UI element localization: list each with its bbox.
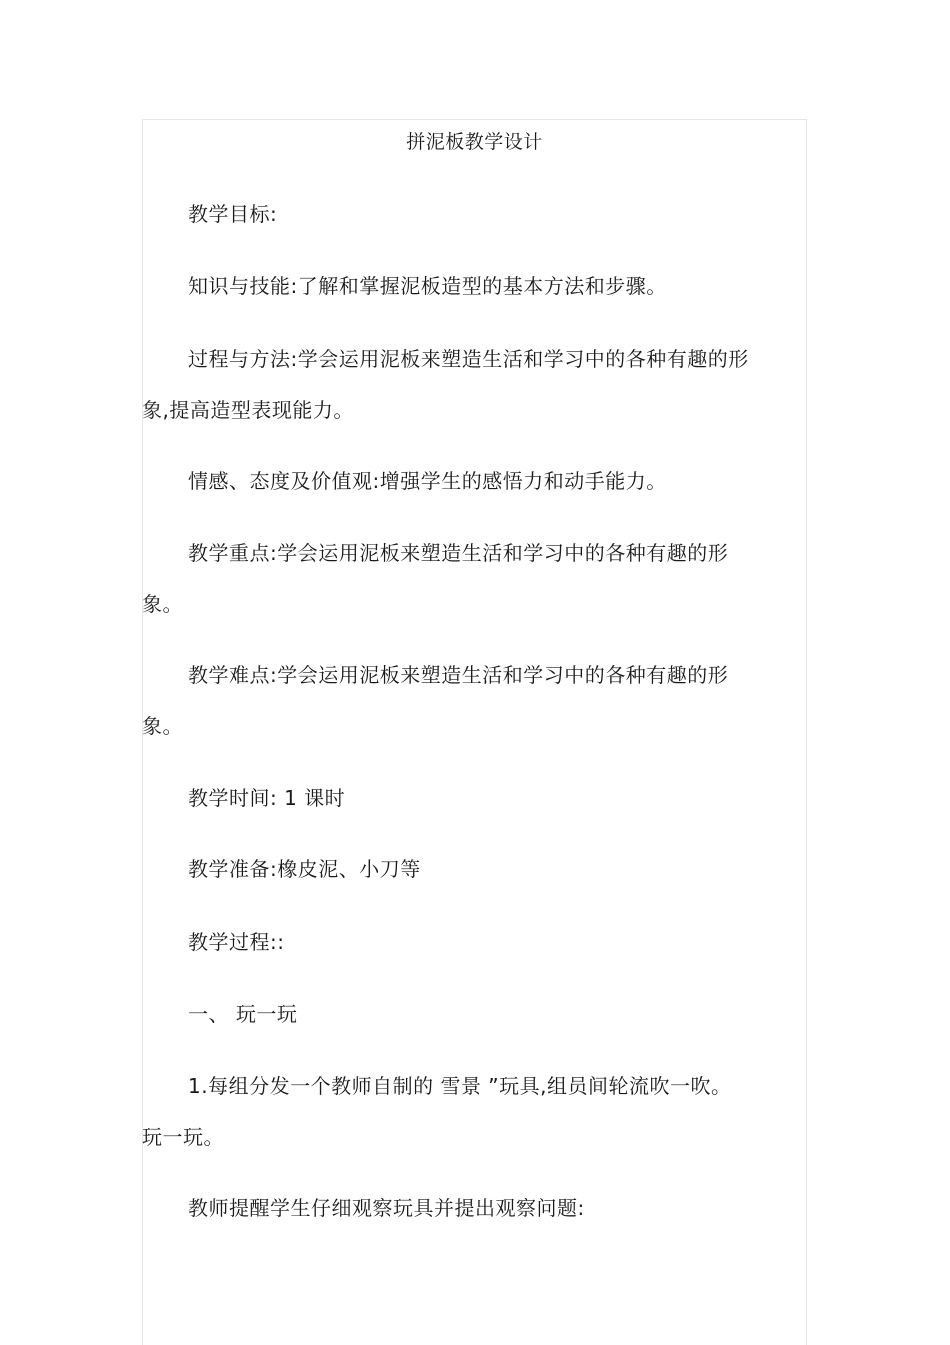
paragraph-step-1-cont: 玩一玩。	[142, 1125, 224, 1149]
paragraph-teaching-preparation: 教学准备:橡皮泥、小刀等	[188, 857, 421, 881]
paragraph-difficulty-cont: 象。	[142, 714, 183, 738]
section-heading-process: 教学过程::	[188, 930, 285, 954]
document-title: 拼泥板教学设计	[406, 131, 543, 153]
paragraph-difficulty: 教学难点:学会运用泥板来塑造生活和学习中的各种有趣的形	[188, 663, 729, 687]
paragraph-knowledge-skills: 知识与技能:了解和掌握泥板造型的基本方法和步骤。	[188, 274, 667, 298]
paragraph-teaching-time: 教学时间: 1 课时	[188, 786, 346, 810]
paragraph-process-method-cont: 象,提高造型表现能力。	[142, 398, 354, 422]
paragraph-emotion-attitude: 情感、态度及价值观:增强学生的感悟力和动手能力。	[188, 469, 667, 493]
paragraph-key-point: 教学重点:学会运用泥板来塑造生活和学习中的各种有趣的形	[188, 541, 729, 565]
paragraph-step-1: 1.每组分发一个教师自制的 雪景 ”玩具,组员间轮流吹一吹。	[188, 1074, 732, 1098]
paragraph-key-point-cont: 象。	[142, 592, 183, 616]
paragraph-process-method: 过程与方法:学会运用泥板来塑造生活和学习中的各种有趣的形	[188, 347, 749, 371]
paragraph-teacher-reminder: 教师提醒学生仔细观察玩具并提出观察问题:	[188, 1196, 585, 1220]
page-frame	[142, 119, 807, 1345]
subsection-heading-play: 一、 玩一玩	[188, 1002, 298, 1026]
section-heading-objectives: 教学目标:	[188, 202, 278, 226]
